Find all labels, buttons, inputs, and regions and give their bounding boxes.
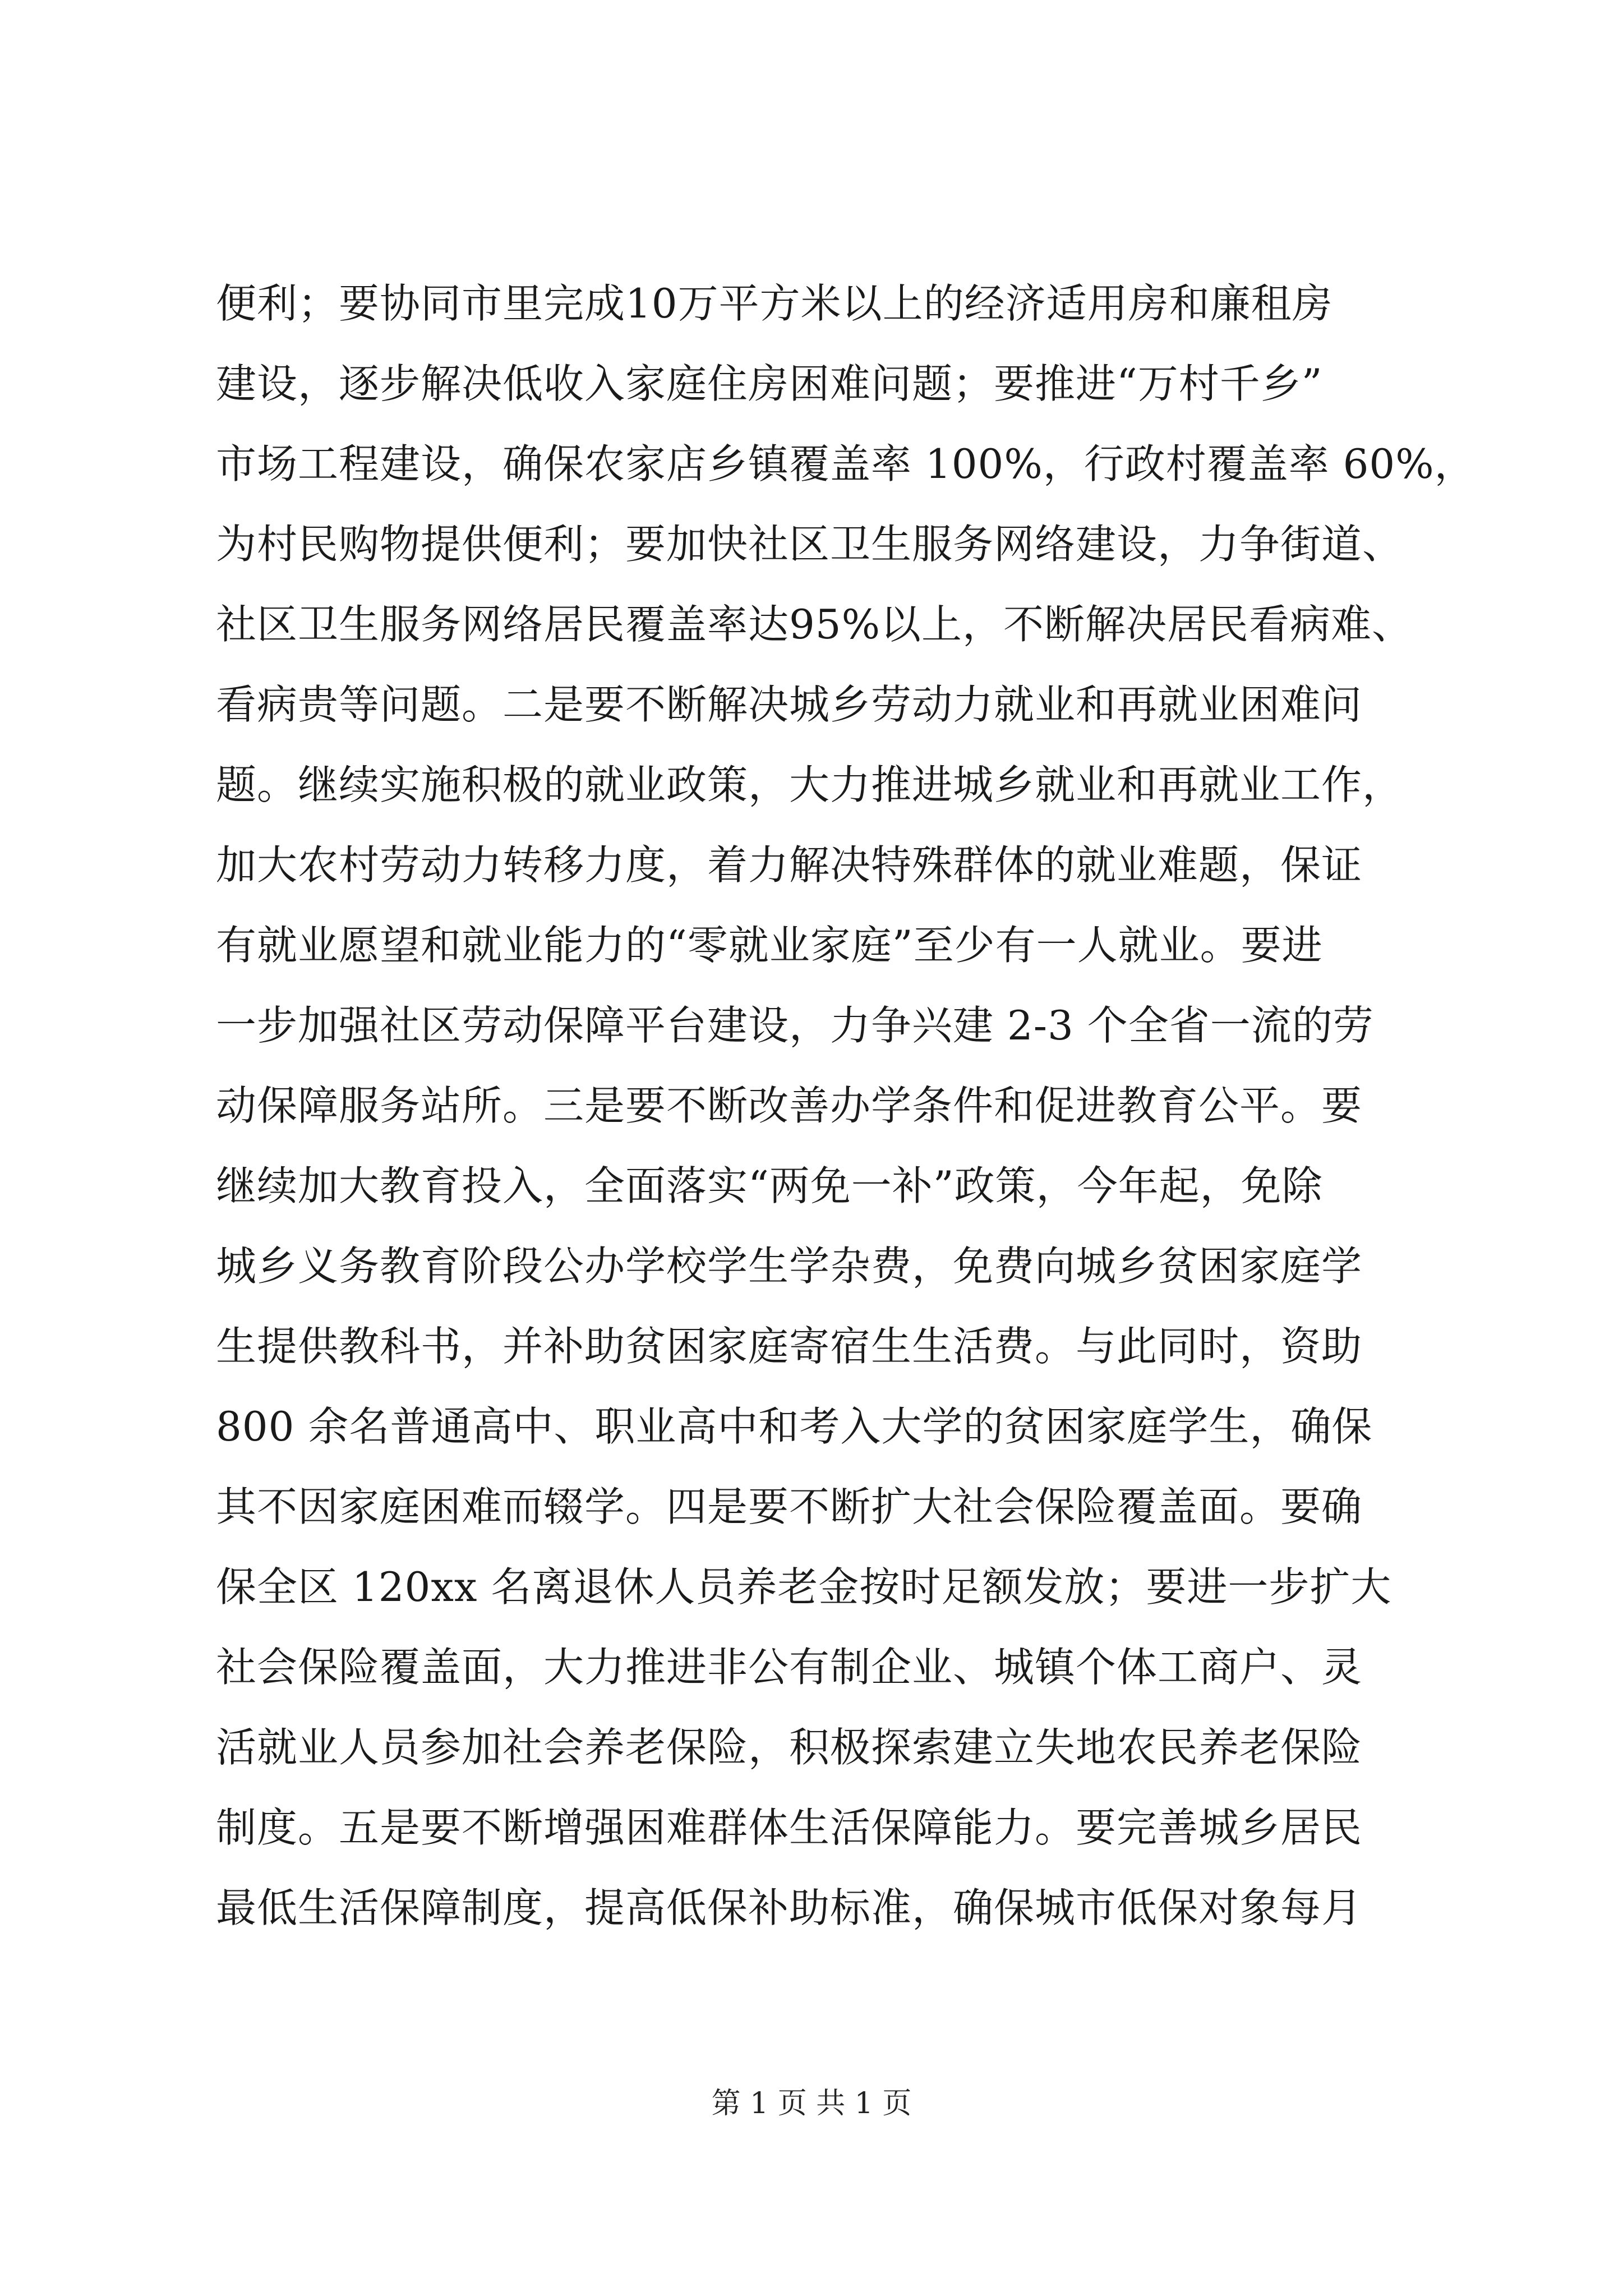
text-line: 制度。五是要不断增强困难群体生活保障能力。要完善城乡居民: [216, 1804, 1363, 1851]
text-line: 生提供教科书，并补助贫困家庭寄宿生生活费。与此同时，资助: [216, 1323, 1363, 1370]
text-line: 建设，逐步解决低收入家庭住房困难问题；要推进“万村千乡”: [216, 360, 1323, 407]
text-line: 有就业愿望和就业能力的“零就业家庭”至少有一人就业。要进: [216, 922, 1323, 969]
text-line: 保全区 120xx 名离退休人员养老金按时足额发放；要进一步扩大: [216, 1563, 1392, 1611]
text-line: 最低生活保障制度，提高低保补助标准，确保城市低保对象每月: [216, 1884, 1363, 1931]
body-text: [216, 264, 1476, 1948]
text-line: 便利；要协同市里完成10万平方米以上的经济适用房和廉租房: [216, 280, 1333, 327]
text-line: 市场工程建设，确保农家店乡镇覆盖率 100%，行政村覆盖率 60%，: [216, 440, 1476, 487]
text-line: 加大农村劳动力转移力度，着力解决特殊群体的就业难题，保证: [216, 841, 1363, 889]
text-line: 社区卫生服务网络居民覆盖率达95%以上，不断解决居民看病难、: [216, 601, 1413, 648]
text-line: 看病贵等问题。二是要不断解决城乡劳动力就业和再就业困难问: [216, 681, 1363, 728]
text-line: 活就业人员参加社会养老保险，积极探索建立失地农民养老保险: [216, 1724, 1363, 1771]
text-line: 其不因家庭困难而辍学。四是要不断扩大社会保险覆盖面。要确: [216, 1483, 1363, 1530]
text-line: 为村民购物提供便利；要加快社区卫生服务网络建设，力争街道、: [216, 521, 1404, 568]
text-line: 题。继续实施积极的就业政策，大力推进城乡就业和再就业工作，: [216, 761, 1404, 808]
text-line: 社会保险覆盖面，大力推进非公有制企业、城镇个体工商户、灵: [216, 1644, 1363, 1691]
text-line: 动保障服务站所。三是要不断改善办学条件和促进教育公平。要: [216, 1082, 1363, 1129]
text-line: 800 余名普通高中、职业高中和考入大学的贫困家庭学生，确保: [216, 1403, 1373, 1450]
text-line: 一步加强社区劳动保障平台建设，力争兴建 2-3 个全省一流的劳: [216, 1002, 1374, 1049]
page-footer: 第 1 页 共 1 页: [711, 2087, 912, 2120]
text-line: 城乡义务教育阶段公办学校学生学杂费，免费向城乡贫困家庭学: [216, 1243, 1363, 1290]
text-line: 继续加大教育投入，全面落实“两免一补”政策，今年起，免除: [216, 1162, 1323, 1209]
